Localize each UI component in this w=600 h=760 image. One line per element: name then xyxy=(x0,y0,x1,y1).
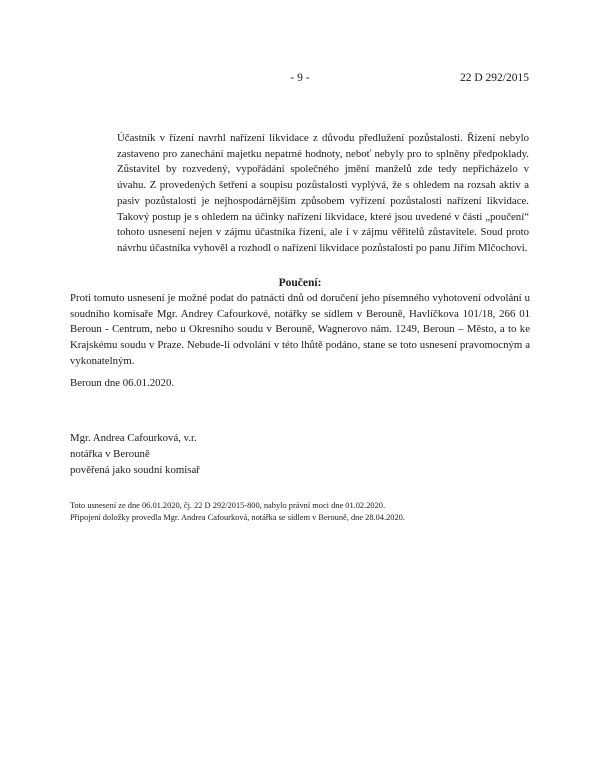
signatory-capacity: pověřená jako soudní komisař xyxy=(70,463,200,476)
signature-block xyxy=(70,431,200,478)
page-number: - 9 - xyxy=(290,72,310,84)
clause-line-2: Připojení doložky provedla Mgr. Andrea Cafourková, notářka se sídlem v Berouně, dne 28.04.2020. xyxy=(70,513,405,522)
instruction-paragraph: Proti tomuto usnesení je možné podat do patnácti dnů od doručení jeho písemného vyhotovení odvolání u soudního komisaře Mgr. Andrey Cafourkové, notářky se sídlem v Berouně, Havlíčkova 101/18, 266 01 Beroun - Centrum, nebo u Okresního soudu v Berouně, Wagnerovo nám. 1249, Beroun – Město, a to ke Krajskému soudu v Praze. Nebude-li odvolání v této lhůtě podáno, stane se toto usnesení pravomocným a vykonatelným. xyxy=(70,292,530,367)
signatory-name: Mgr. Andrea Cafourková, v.r. xyxy=(70,432,197,444)
instruction-heading: Poučení: xyxy=(278,277,322,289)
reasoning-paragraph: Účastník v řízení navrhl nařízení likvidace z důvodu předlužení pozůstalosti. Řízení nebylo zastaveno pro zanechání majetku nepatrné hodnoty, neboť nebyly pro to splněny předpoklady. Zůstavitel by rozvedený, vypořádání společného jmění manželů zde tedy nepřicházelo v úvahu. Z provedených šetření a soupisu pozůstalosti vyplývá, že s ohledem na rozsah aktiv a pasiv pozůstalosti je nejhospodárnějším způsobem vyřízení pozůstalosti nařízení likvidace. Takový postup je s ohledem na účinky nařízení likvidace, které jsou uvedené v části „poučení“ tohoto usnesení nejen v zájmu účastníka řízení, ale i v zájmu věřitelů zůstavitele. Soud proto návrhu účastníka vyhověl a rozhodl o nařízení likvidace pozůstalosti po panu Jiřím Mlčochovi. xyxy=(117,132,529,254)
place-and-date: Beroun dne 06.01.2020. xyxy=(70,377,175,389)
signatory-role: notářka v Berouně xyxy=(70,447,150,460)
legal-force-clause xyxy=(70,500,405,524)
case-reference: 22 D 292/2015 xyxy=(460,72,529,84)
clause-line-1: Toto usnesení ze dne 06.01.2020, čj. 22 D 292/2015-800, nabylo právní moci dne 01.02.2020. xyxy=(70,501,386,510)
